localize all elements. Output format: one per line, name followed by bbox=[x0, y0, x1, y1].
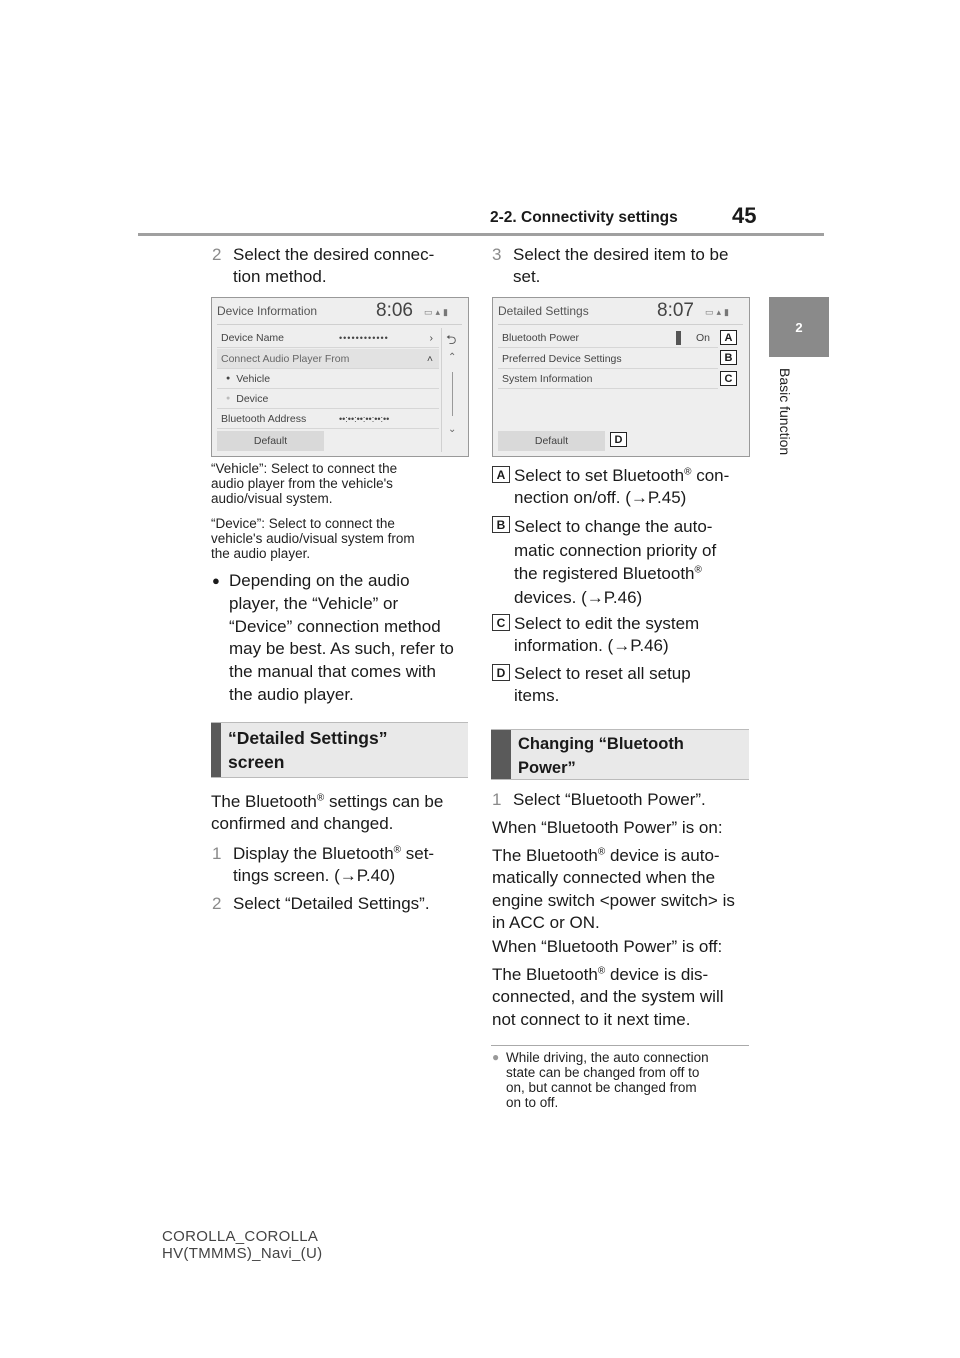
callout-c: C bbox=[720, 371, 737, 386]
option-device[interactable]: ● Device bbox=[217, 389, 439, 409]
note-dot-icon: ● bbox=[492, 1050, 500, 1064]
chapter-title: Basic function bbox=[777, 368, 793, 456]
key-b: B bbox=[492, 516, 510, 533]
header-rule bbox=[138, 233, 824, 236]
bp-step-1-text: Select “Bluetooth Power”. bbox=[513, 790, 706, 809]
scrollbar[interactable] bbox=[452, 372, 453, 416]
screen-clock: 8:06 bbox=[376, 300, 413, 321]
bp-step-1-number: 1 bbox=[492, 790, 502, 809]
selected-dot-icon: ● bbox=[226, 375, 231, 382]
row-connect-audio-player[interactable]: Connect Audio Player From ˄ bbox=[217, 349, 439, 369]
item-b-text: Select to change the auto- matic connection priority of the registered Bluetooth® devices. (→P.46) bbox=[514, 517, 717, 607]
item-a-text: Select to set Bluetooth® con- nection on/off. (→P.45) bbox=[514, 466, 730, 507]
option-vehicle[interactable]: ● Vehicle bbox=[217, 369, 439, 389]
step-3-number: 3 bbox=[492, 245, 502, 264]
chevron-right-icon: › bbox=[429, 331, 433, 344]
screen-title: Device Information bbox=[217, 304, 318, 318]
back-icon[interactable]: ⮌ bbox=[446, 332, 457, 347]
status-icons: ▭▴▮ bbox=[424, 307, 451, 317]
callout-a: A bbox=[720, 330, 737, 345]
step-2-text: Select the desired connec- tion method. bbox=[233, 245, 435, 286]
callout-b: B bbox=[720, 350, 737, 365]
caption-vehicle: “Vehicle”: Select to connect the audio player from the vehicle's audio/visual system. bbox=[211, 461, 398, 506]
key-a: A bbox=[492, 466, 510, 483]
unselected-dot-icon: ● bbox=[226, 395, 231, 402]
page-up-icon[interactable]: ⌃ bbox=[448, 352, 457, 363]
toggle-indicator bbox=[676, 331, 681, 345]
row-bluetooth-address: Bluetooth Address ••:••:••:••:••:•• bbox=[217, 409, 439, 429]
bullet-note: Depending on the audio player, the “Vehicle” or “Device” connection method may be best. As such, refer to the manual that comes with the audio player. bbox=[229, 571, 454, 704]
note-rule bbox=[491, 1045, 749, 1046]
document-footer: COROLLA_COROLLA HV(TMMMS)_Navi_(U) bbox=[162, 1228, 323, 1262]
step-2b-number: 2 bbox=[212, 894, 222, 913]
detailed-settings-screen bbox=[492, 297, 750, 457]
step-1-number: 1 bbox=[212, 844, 222, 863]
power-on-description: When “Bluetooth Power” is on: The Bluetooth® device is auto- matically connected when the engine switch <power switch> is in ACC or ON. bbox=[492, 818, 735, 932]
device-information-screen bbox=[211, 297, 469, 457]
section-heading-detailed-settings: “Detailed Settings” screen bbox=[211, 722, 468, 778]
default-button[interactable]: Default bbox=[498, 431, 605, 451]
default-button[interactable]: Default bbox=[217, 431, 324, 451]
chapter-tab: 2 bbox=[769, 297, 829, 357]
step-2b-text: Select “Detailed Settings”. bbox=[233, 894, 430, 913]
row-system-information[interactable]: System Information bbox=[498, 369, 718, 389]
chevron-up-icon: ˄ bbox=[426, 352, 433, 365]
key-d: D bbox=[492, 664, 510, 681]
page-down-icon[interactable]: ⌄ bbox=[448, 424, 457, 435]
section-title: 2-2. Connectivity settings bbox=[490, 209, 678, 226]
step-1-text: Display the Bluetooth® set- tings screen. (→P.40) bbox=[233, 844, 435, 885]
row-preferred-device-settings[interactable]: Preferred Device Settings bbox=[498, 349, 718, 369]
item-d-text: Select to reset all setup items. bbox=[514, 664, 691, 705]
section-heading-bluetooth-power: Changing “Bluetooth Power” bbox=[491, 729, 749, 780]
bullet-icon: ● bbox=[212, 573, 220, 588]
item-c-text: Select to edit the system information. (→P.46) bbox=[514, 614, 700, 655]
key-c: C bbox=[492, 614, 510, 631]
power-off-description: When “Bluetooth Power” is off: The Bluetooth® device is dis- connected, and the system will not connect to it next time. bbox=[492, 937, 724, 1029]
row-device-name[interactable]: Device Name •••••••••••• › bbox=[217, 328, 439, 348]
step-3-text: Select the desired item to be set. bbox=[513, 245, 729, 286]
status-icons: ▭▴▮ bbox=[705, 307, 732, 317]
row-bluetooth-power[interactable]: Bluetooth Power On bbox=[498, 328, 718, 348]
detailed-settings-intro: The Bluetooth® settings can be confirmed and changed. bbox=[211, 792, 444, 833]
caption-device: “Device”: Select to connect the vehicle's audio/visual system from the audio player. bbox=[211, 516, 415, 561]
driving-note: While driving, the auto connection state can be changed from off to on, but cannot be changed from on to off. bbox=[506, 1050, 709, 1110]
scroll-rail bbox=[441, 328, 464, 452]
step-2-number: 2 bbox=[212, 245, 222, 264]
callout-d: D bbox=[610, 432, 627, 447]
screen-title: Detailed Settings bbox=[498, 304, 589, 318]
page-number: 45 bbox=[732, 203, 757, 228]
screen-clock: 8:07 bbox=[657, 300, 694, 321]
